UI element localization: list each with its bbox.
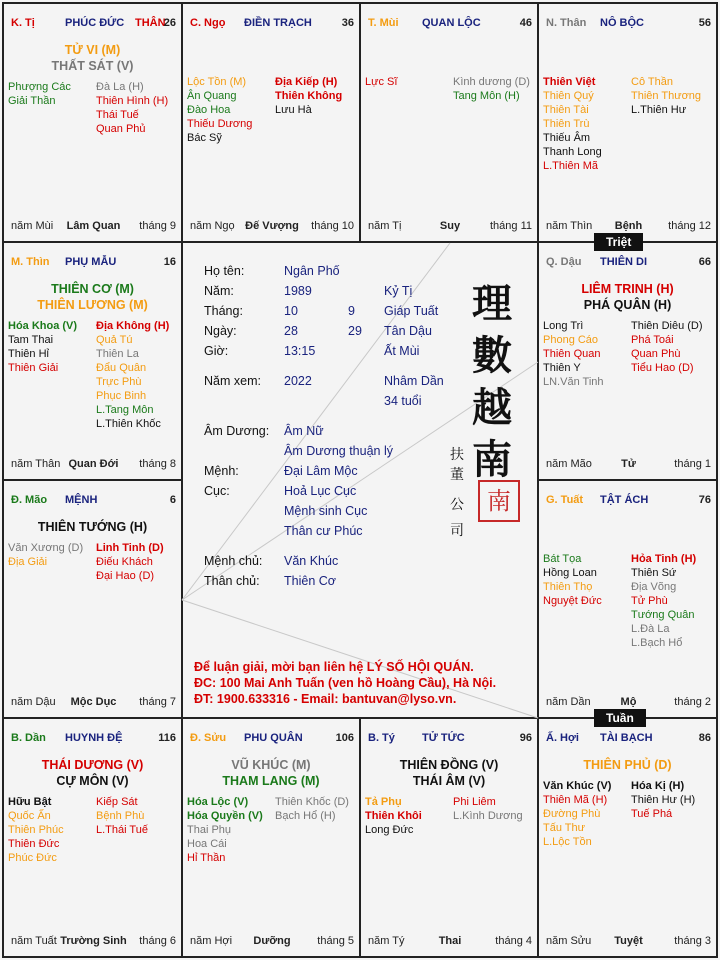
major-stars xyxy=(3,42,182,74)
contact-line-2: ĐC: 100 Mai Anh Tuấn (ven hồ Hoàng Cầu), Hà Nội. xyxy=(194,676,497,690)
minor-star: Lưu Hà xyxy=(275,104,312,116)
major-star: THAM LANG (M) xyxy=(222,774,320,788)
minor-star: Thiên Không xyxy=(275,90,343,102)
than-tag: THÂN xyxy=(135,17,166,29)
palace-huynh-de xyxy=(3,718,182,957)
year-label: năm Tý xyxy=(368,935,405,947)
minor-star: Thiên Giải xyxy=(8,362,59,374)
major-star: THIÊN LƯƠNG (M) xyxy=(37,298,148,312)
month-label: tháng 8 xyxy=(139,458,176,470)
minor-star: Địa Kiếp (H) xyxy=(275,76,338,88)
nam-label: Năm: xyxy=(204,284,234,298)
branch-name: Q. Dậu xyxy=(546,256,582,268)
branch-name: B. Tý xyxy=(368,732,395,744)
major-period-number: 116 xyxy=(158,732,176,744)
minor-star: Phúc Đức xyxy=(8,852,57,864)
palace-footer xyxy=(546,458,711,471)
branch-name: K. Tị xyxy=(11,17,35,29)
palace-footer xyxy=(368,935,532,948)
minor-stars-right xyxy=(275,795,349,823)
minor-star: Quan Phủ xyxy=(96,123,146,135)
minor-star: Bệnh Phù xyxy=(96,810,145,822)
minor-star: Hỏa Tinh (H) xyxy=(631,553,697,565)
palace-tu-tuc xyxy=(360,718,538,957)
major-star: THẤT SÁT (V) xyxy=(51,59,134,73)
palace-footer xyxy=(11,458,176,471)
month-label: tháng 3 xyxy=(674,935,711,947)
minor-star: Đào Hoa xyxy=(187,104,231,116)
year-label: năm Sửu xyxy=(546,935,592,947)
major-period-number: 56 xyxy=(698,17,711,29)
minor-star: Tử Phù xyxy=(631,595,668,607)
minor-stars-right xyxy=(631,319,703,375)
minor-star: Hóa Kị (H) xyxy=(631,780,685,792)
nam-xem-value: 2022 xyxy=(284,374,312,388)
minor-star: Hồng Loan xyxy=(543,567,597,579)
minor-star: L.Thiên Mã xyxy=(543,160,599,172)
palace-tat-ach xyxy=(538,480,717,718)
thang-am: 9 xyxy=(348,304,355,318)
minor-star: Kiếp Sát xyxy=(96,796,138,808)
palace-footer xyxy=(11,220,176,233)
contact-line-1: Để luận giải, mời bạn liên hệ LÝ SỐ HỘI QUÁN. xyxy=(194,660,474,674)
minor-star: Tấu Thư xyxy=(543,822,586,834)
cuc-note-1: Mệnh sinh Cục xyxy=(284,504,368,518)
minor-star: Long Đức xyxy=(365,824,414,836)
minor-star: L.Thiên Khốc xyxy=(96,418,161,430)
minor-star: Thiên Sứ xyxy=(631,567,677,579)
major-period-number: 6 xyxy=(169,494,176,506)
minor-star: Phục Binh xyxy=(96,390,147,402)
minor-star: Hỉ Thần xyxy=(187,852,226,864)
palace-thien-di xyxy=(538,242,717,480)
red-stamp: 南 xyxy=(478,480,520,522)
seal-char-2: 數 xyxy=(472,332,512,379)
palace-header xyxy=(368,732,532,746)
minor-stars-right xyxy=(631,75,701,117)
minor-star: Quốc Ấn xyxy=(8,810,51,822)
tuan-badge: Tuần xyxy=(594,709,646,727)
minor-star: Thiếu Dương xyxy=(187,118,253,130)
year-label: năm Dậu xyxy=(11,696,56,708)
minor-stars-left xyxy=(187,75,252,145)
seal-char-4: 南 xyxy=(472,436,512,483)
minor-stars-left xyxy=(365,795,422,837)
major-star: THÁI DƯƠNG (V) xyxy=(41,758,144,772)
palace-name: THIÊN DI xyxy=(600,256,648,268)
than-chu-value: Thiên Cơ xyxy=(284,574,336,588)
life-phase: Bệnh xyxy=(614,220,643,232)
palace-footer xyxy=(546,935,711,948)
menh-label: Mệnh: xyxy=(204,464,239,478)
minor-star: Giải Thần xyxy=(8,95,56,107)
major-star: THÁI ÂM (V) xyxy=(412,774,486,788)
minor-star: LN.Văn Tinh xyxy=(543,376,604,388)
major-star: TỬ VI (M) xyxy=(64,43,121,57)
minor-star: Thiên Khôi xyxy=(365,810,422,822)
life-phase: Tử xyxy=(621,458,636,470)
minor-star: Thiên Việt xyxy=(543,76,596,88)
major-star: LIÊM TRINH (H) xyxy=(581,282,674,296)
year-label: năm Thìn xyxy=(546,220,593,232)
palace-header xyxy=(11,17,176,31)
tuoi-value: 34 tuổi xyxy=(384,394,422,408)
minor-stars-right xyxy=(96,319,169,431)
minor-star: L.Tang Môn xyxy=(96,404,154,416)
palace-name: HUYNH ĐỆ xyxy=(65,732,123,744)
year-label: năm Dần xyxy=(546,696,591,708)
minor-stars-left xyxy=(8,80,71,108)
major-period-number: 86 xyxy=(698,732,711,744)
minor-stars-left xyxy=(8,319,77,375)
minor-star: L.Bạch Hổ xyxy=(631,637,683,649)
palace-no-boc xyxy=(538,3,717,242)
minor-star: Thiên Thọ xyxy=(543,581,593,593)
minor-star: Hóa Lộc (V) xyxy=(187,796,249,808)
minor-star: Hoa Cái xyxy=(187,838,227,850)
minor-star: Tướng Quân xyxy=(631,609,695,621)
major-period-number: 26 xyxy=(163,17,176,29)
palace-footer xyxy=(11,935,176,948)
month-label: tháng 5 xyxy=(317,935,354,947)
minor-star: Quả Tú xyxy=(96,334,133,346)
minor-star: Tang Môn (H) xyxy=(453,90,520,102)
year-label: năm Mùi xyxy=(11,220,54,232)
minor-stars-left xyxy=(8,795,64,865)
minor-stars-right xyxy=(96,80,168,136)
minor-stars-right xyxy=(96,541,164,583)
palace-name: PHU QUÂN xyxy=(244,732,303,744)
thang-solar: 10 xyxy=(284,304,298,318)
palace-footer xyxy=(190,935,354,948)
cuc-label: Cục: xyxy=(204,484,230,498)
minor-star: Thái Tuế xyxy=(96,109,139,121)
year-label: năm Mão xyxy=(546,458,592,470)
minor-star: Thiên Đức xyxy=(8,838,60,850)
major-period-number: 66 xyxy=(698,256,711,268)
minor-star: Thiên Mã (H) xyxy=(543,794,608,806)
ho-ten-value: Ngân Phố xyxy=(284,264,340,278)
cuc-note-2: Thân cư Phúc xyxy=(284,524,363,538)
month-label: tháng 7 xyxy=(139,696,176,708)
minor-star: Thiên Tài xyxy=(543,104,589,116)
palace-phuc-duc xyxy=(3,3,182,242)
minor-star: Đà La (H) xyxy=(96,81,144,93)
minor-star: Phi Liêm xyxy=(453,796,496,808)
major-period-number: 46 xyxy=(519,17,532,29)
palace-name: MỆNH xyxy=(65,494,98,506)
branch-name: T. Mùi xyxy=(368,17,399,29)
minor-star: Thiên Khốc (D) xyxy=(275,796,349,808)
minor-star: L.Đà La xyxy=(631,623,670,635)
minor-star: Linh Tinh (D) xyxy=(96,542,164,554)
seal-small-4: 司 xyxy=(450,523,464,539)
contact-line-3: ĐT: 1900.633316 - Email: bantuvan@lyso.vn. xyxy=(194,692,457,706)
major-period-number: 16 xyxy=(163,256,176,268)
branch-name: N. Thân xyxy=(546,17,587,29)
year-label: năm Hợi xyxy=(190,935,233,947)
month-label: tháng 6 xyxy=(139,935,176,947)
major-star: THIÊN ĐỒNG (V) xyxy=(399,758,499,772)
ngay-solar: 28 xyxy=(284,324,298,338)
minor-stars-left xyxy=(187,795,263,865)
triet-badge: Triệt xyxy=(594,233,643,251)
nam-xem-can: Nhâm Dần xyxy=(384,374,444,388)
minor-stars-left xyxy=(365,75,397,89)
minor-star: Thanh Long xyxy=(543,146,602,158)
minor-star: Trực Phù xyxy=(96,376,142,388)
branch-name: B. Dần xyxy=(11,732,46,744)
palace-phu-quan xyxy=(182,718,360,957)
life-phase: Mộ xyxy=(620,696,637,708)
month-label: tháng 9 xyxy=(139,220,176,232)
cuc-value: Hoả Lục Cục xyxy=(284,484,357,498)
palace-quan-loc xyxy=(360,3,538,242)
minor-star: Hữu Bật xyxy=(8,796,52,808)
year-label: năm Ngọ xyxy=(190,220,235,232)
am-duong-value: Âm Nữ xyxy=(284,424,324,438)
menh-chu-value: Văn Khúc xyxy=(284,554,339,568)
than-chu-label: Thân chủ: xyxy=(204,574,260,588)
major-stars xyxy=(182,757,360,789)
minor-star: Đẩu Quân xyxy=(96,362,147,374)
minor-star: Văn Xương (D) xyxy=(8,542,84,554)
palace-header xyxy=(546,17,711,31)
major-period-number: 36 xyxy=(341,17,354,29)
year-label: năm Thân xyxy=(11,458,61,470)
thang-can: Giáp Tuất xyxy=(384,304,439,318)
major-period-number: 96 xyxy=(519,732,532,744)
palace-header xyxy=(11,732,176,746)
minor-stars-left xyxy=(543,75,602,173)
minor-star: Tả Phụ xyxy=(365,796,402,808)
minor-star: L.Kình Dương xyxy=(453,810,523,822)
minor-stars-right xyxy=(275,75,342,117)
minor-star: Thiên Y xyxy=(543,362,581,374)
life-phase: Dưỡng xyxy=(253,935,291,947)
minor-star: Thiên Hình (H) xyxy=(96,95,169,107)
palace-header xyxy=(546,494,711,508)
minor-star: Điếu Khách xyxy=(96,556,153,568)
branch-name: M. Thìn xyxy=(11,256,50,268)
major-star: THIÊN PHỦ (D) xyxy=(583,758,672,772)
minor-star: L.Lộc Tồn xyxy=(543,836,592,848)
life-phase: Quan Đới xyxy=(68,458,119,470)
major-star: THIÊN TƯỚNG (H) xyxy=(37,520,148,534)
branch-name: G. Tuất xyxy=(546,494,584,506)
life-phase: Mộc Dục xyxy=(70,696,117,708)
minor-star: Kình dương (D) xyxy=(453,76,530,88)
minor-star: Cô Thần xyxy=(631,76,673,88)
life-phase: Đế Vượng xyxy=(245,220,299,232)
palace-footer xyxy=(368,220,532,233)
minor-star: Phượng Các xyxy=(8,81,71,93)
month-label: tháng 2 xyxy=(674,696,711,708)
life-phase: Lâm Quan xyxy=(66,220,121,232)
minor-star: Thiên Hỉ xyxy=(8,348,49,360)
minor-star: Tuế Phá xyxy=(631,808,673,820)
minor-star: Hóa Khoa (V) xyxy=(8,320,78,332)
major-period-number: 106 xyxy=(335,732,354,744)
minor-stars-right xyxy=(453,75,530,103)
palace-header xyxy=(368,17,532,31)
minor-star: Đại Hao (D) xyxy=(96,570,155,582)
center-info-panel xyxy=(182,242,538,718)
month-label: tháng 1 xyxy=(674,458,711,470)
nam-xem-label: Năm xem: xyxy=(204,374,261,388)
palace-name: QUAN LỘC xyxy=(422,17,481,29)
palace-name: TÀI BẠCH xyxy=(600,732,653,744)
palace-header xyxy=(546,732,711,746)
major-period-number: 76 xyxy=(698,494,711,506)
major-star: PHÁ QUÂN (H) xyxy=(583,298,672,312)
minor-star: Thiên Thương xyxy=(631,90,702,102)
major-star: CỰ MÔN (V) xyxy=(56,774,129,788)
minor-stars-right xyxy=(453,795,523,823)
month-label: tháng 4 xyxy=(495,935,532,947)
palace-header xyxy=(546,256,711,270)
major-stars xyxy=(538,757,717,773)
menh-chu-label: Mệnh chủ: xyxy=(204,554,263,568)
palace-footer xyxy=(546,696,711,709)
palace-footer xyxy=(11,696,176,709)
minor-star: L.Thiên Hư xyxy=(631,104,687,116)
am-duong-note: Âm Dương thuận lý xyxy=(284,444,393,458)
minor-stars-left xyxy=(543,552,602,608)
palace-name: TỬ TỨC xyxy=(422,732,465,744)
palace-footer xyxy=(190,220,354,233)
seal-char-1: 理 xyxy=(472,280,512,327)
thang-label: Tháng: xyxy=(204,304,243,318)
branch-name: Đ. Mão xyxy=(11,494,48,506)
palace-dien-trach xyxy=(182,3,360,242)
minor-star: Lực Sĩ xyxy=(365,76,398,88)
minor-star: Bát Tọa xyxy=(543,553,582,565)
life-phase: Trường Sinh xyxy=(60,935,127,947)
minor-star: Địa Không (H) xyxy=(96,320,170,332)
menh-value: Đại Lâm Mộc xyxy=(284,464,358,478)
month-label: tháng 11 xyxy=(489,220,532,232)
month-label: tháng 10 xyxy=(311,220,354,232)
palace-header xyxy=(11,494,176,508)
major-stars xyxy=(360,757,538,789)
major-stars xyxy=(3,519,182,535)
minor-star: Quan Phù xyxy=(631,348,681,360)
minor-star: Bạch Hổ (H) xyxy=(275,810,336,822)
minor-star: Lộc Tồn (M) xyxy=(187,76,247,88)
palace-footer xyxy=(546,220,711,233)
palace-name: TẬT ÁCH xyxy=(600,494,649,506)
ngay-am: 29 xyxy=(348,324,362,338)
ho-ten-label: Họ tên: xyxy=(204,264,245,278)
seal-small-3: 公 xyxy=(450,497,464,513)
minor-star: Thiên La xyxy=(96,348,139,360)
minor-star: Thiên Quý xyxy=(543,90,594,102)
minor-star: Tiểu Hao (D) xyxy=(631,362,694,374)
life-phase: Tuyệt xyxy=(614,935,643,947)
minor-stars-right xyxy=(631,779,695,821)
month-label: tháng 12 xyxy=(668,220,711,232)
minor-star: Địa Giải xyxy=(8,556,48,568)
minor-star: Thiếu Âm xyxy=(543,132,591,144)
ngay-label: Ngày: xyxy=(204,324,237,338)
palace-menh xyxy=(3,480,182,718)
year-label: năm Tuất xyxy=(11,935,57,947)
palace-header xyxy=(11,256,176,270)
gio-label: Giờ: xyxy=(204,344,229,358)
gio-can: Ất Mùi xyxy=(384,344,420,358)
minor-star: Thiên Phúc xyxy=(8,824,64,836)
major-stars xyxy=(3,281,182,313)
life-phase: Suy xyxy=(439,220,461,232)
am-duong-label: Âm Dương: xyxy=(204,424,270,438)
minor-star: L.Thái Tuế xyxy=(96,824,148,836)
palace-name: PHÚC ĐỨC xyxy=(65,17,125,29)
minor-star: Thiên Quan xyxy=(543,348,601,360)
nam-solar: 1989 xyxy=(284,284,312,298)
minor-stars-right xyxy=(96,795,148,837)
minor-star: Thai Phụ xyxy=(187,824,232,836)
palace-name: ĐIỀN TRẠCH xyxy=(244,17,312,29)
palace-name: NÔ BỘC xyxy=(600,17,644,29)
minor-star: Bác Sỹ xyxy=(187,132,222,144)
minor-star: Đường Phù xyxy=(543,808,601,820)
minor-star: Phong Cáo xyxy=(543,334,599,346)
major-star: THIÊN CƠ (M) xyxy=(51,282,134,296)
minor-stars-right xyxy=(631,552,696,650)
palace-name: PHỤ MẪU xyxy=(65,256,117,268)
minor-star: Hóa Quyền (V) xyxy=(187,810,263,822)
gio-value: 13:15 xyxy=(284,344,316,358)
ngay-can: Tân Dậu xyxy=(384,324,432,338)
minor-star: Thiên Hư (H) xyxy=(631,794,696,806)
minor-stars-left xyxy=(543,779,611,849)
minor-star: Nguyệt Đức xyxy=(543,595,602,607)
branch-name: Đ. Sửu xyxy=(190,732,227,744)
branch-name: Ấ. Hợi xyxy=(546,732,579,744)
major-star: VŨ KHÚC (M) xyxy=(231,758,311,772)
seal-char-3: 越 xyxy=(472,384,512,431)
life-phase: Thai xyxy=(438,935,462,947)
minor-star: Phá Toái xyxy=(631,334,674,346)
major-stars xyxy=(3,757,182,789)
minor-star: Ân Quang xyxy=(187,90,237,102)
minor-star: Địa Võng xyxy=(631,581,677,593)
seal-small-1: 扶 xyxy=(450,447,464,463)
minor-stars-left xyxy=(8,541,83,569)
nam-lunar: Kỷ Tị xyxy=(384,284,413,298)
minor-star: Long Trì xyxy=(543,320,584,332)
seal-small-2: 董 xyxy=(450,467,464,483)
year-label: năm Tị xyxy=(368,220,402,232)
minor-star: Thiên Trù xyxy=(543,118,590,130)
minor-star: Thiên Diêu (D) xyxy=(631,320,703,332)
palace-header xyxy=(190,732,354,746)
minor-star: Tam Thai xyxy=(8,334,54,346)
palace-phu-mau xyxy=(3,242,182,480)
palace-header xyxy=(190,17,354,31)
palace-tai-bach xyxy=(538,718,717,957)
minor-star: Văn Khúc (V) xyxy=(543,780,612,792)
major-stars xyxy=(538,281,717,313)
branch-name: C. Ngọ xyxy=(190,17,226,29)
minor-stars-left xyxy=(543,319,604,389)
